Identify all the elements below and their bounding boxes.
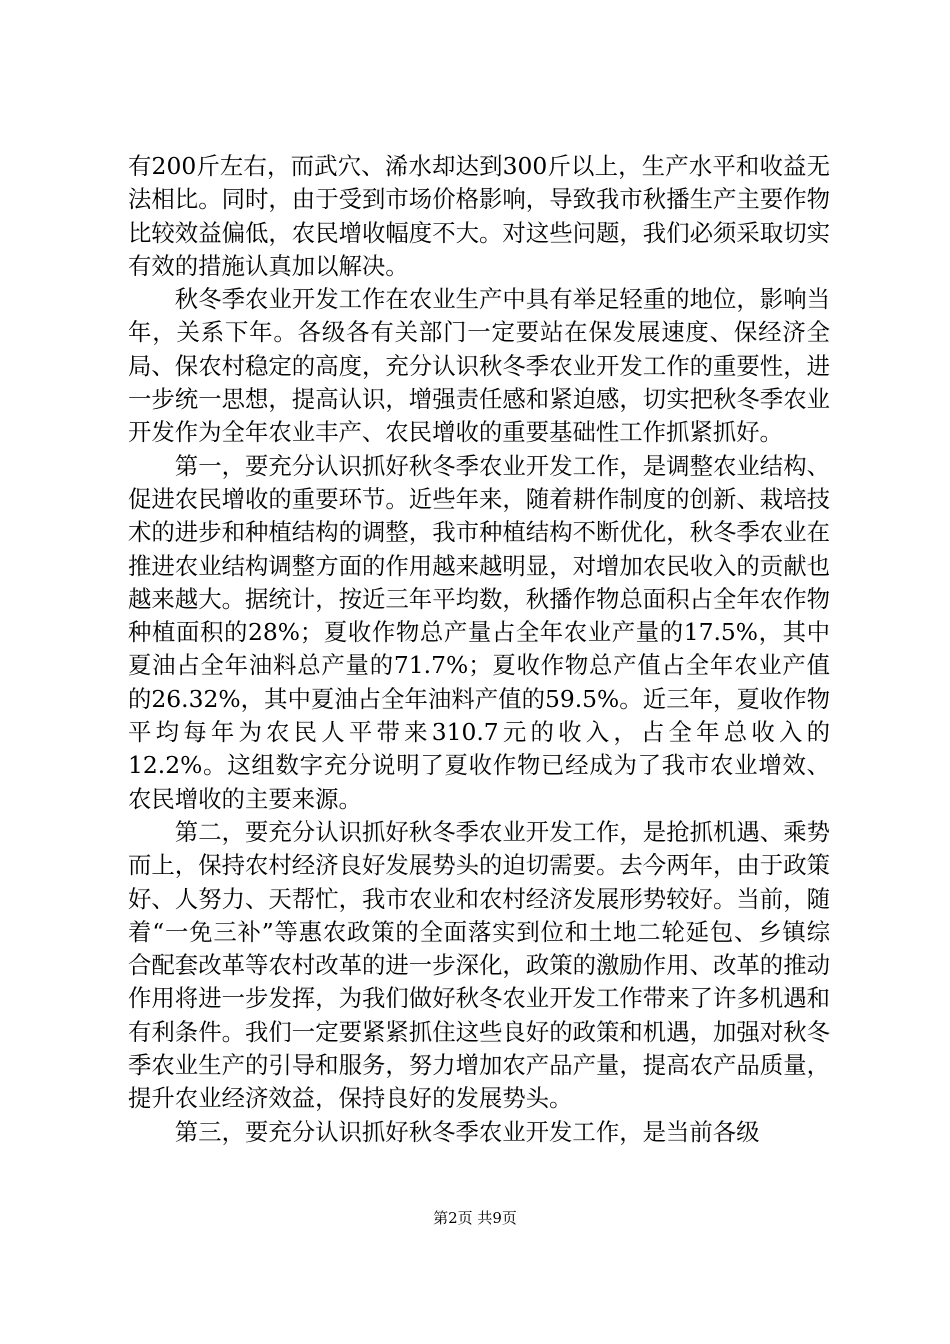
paragraph-first-point: 第一，要充分认识抓好秋冬季农业开发工作，是调整农业结构、促进农民增收的重要环节。近些年来，随着耕作制度的创新、栽培技术的进步和种植结构的调整，我市种植结构不断优化，秋冬季农业在推进农业结构调整方面的作用越来越明显，对增加农民收入的贡献也越来越大。据统计，按近三年平均数，秋播作物总面积占全年农作物种植面积的28%；夏收作物总产量占全年农业产量的17.5%，其中夏油占全年油料总产量的71.7%；夏收作物总产值占全年农业产值的26.32%，其中夏油占全年油料产值的59.5%。近三年，夏收作物平均每年为农民人平带来310.7元的收入，占全年总收入的12.2%。这组数字充分说明了夏收作物已经成为了我市农业增效、农民增收的主要来源。	[128, 451, 830, 813]
paragraph-third-point: 第三，要充分认识抓好秋冬季农业开发工作，是当前各级	[174, 1117, 760, 1146]
paragraph-importance: 秋冬季农业开发工作在农业生产中具有举足轻重的地位，影响当年，关系下年。各级各有关部门一定要站在保发展速度、保经济全局、保农村稳定的高度，充分认识秋冬季农业开发工作的重要性，进一步统一思想，提高认识，增强责任感和紧迫感，切实把秋冬季农业开发作为全年农业丰产、农民增收的重要基础性工作抓紧抓好。	[128, 285, 830, 447]
paragraph-second-point: 第二，要充分认识抓好秋冬季农业开发工作，是抢抓机遇、乘势而上，保持农村经济良好发展势头的迫切需要。去今两年，由于政策好、人努力、天帮忙，我市农业和农村经济发展形势较好。当前，随着“一免三补”等惠农政策的全面落实到位和土地二轮延包、乡镇综合配套改革等农村改革的进一步深化，政策的激励作用、改革的推动作用将进一步发挥，为我们做好秋冬农业开发工作带来了许多机遇和有利条件。我们一定要紧紧抓住这些良好的政策和机遇，加强对秋冬季农业生产的引导和服务，努力增加农产品产量，提高农产品质量，提升农业经济效益，保持良好的发展势头。	[128, 817, 830, 1113]
document-body	[128, 150, 830, 1149]
page-number-footer: 第2页 共9页	[433, 1209, 517, 1227]
paragraph-continuation: 有200斤左右，而武穴、浠水却达到300斤以上，生产水平和收益无法相比。同时，由于受到市场价格影响，导致我市秋播生产主要作物比较效益偏低，农民增收幅度不大。对这些问题，我们必须采取切实有效的措施认真加以解决。	[128, 152, 830, 280]
